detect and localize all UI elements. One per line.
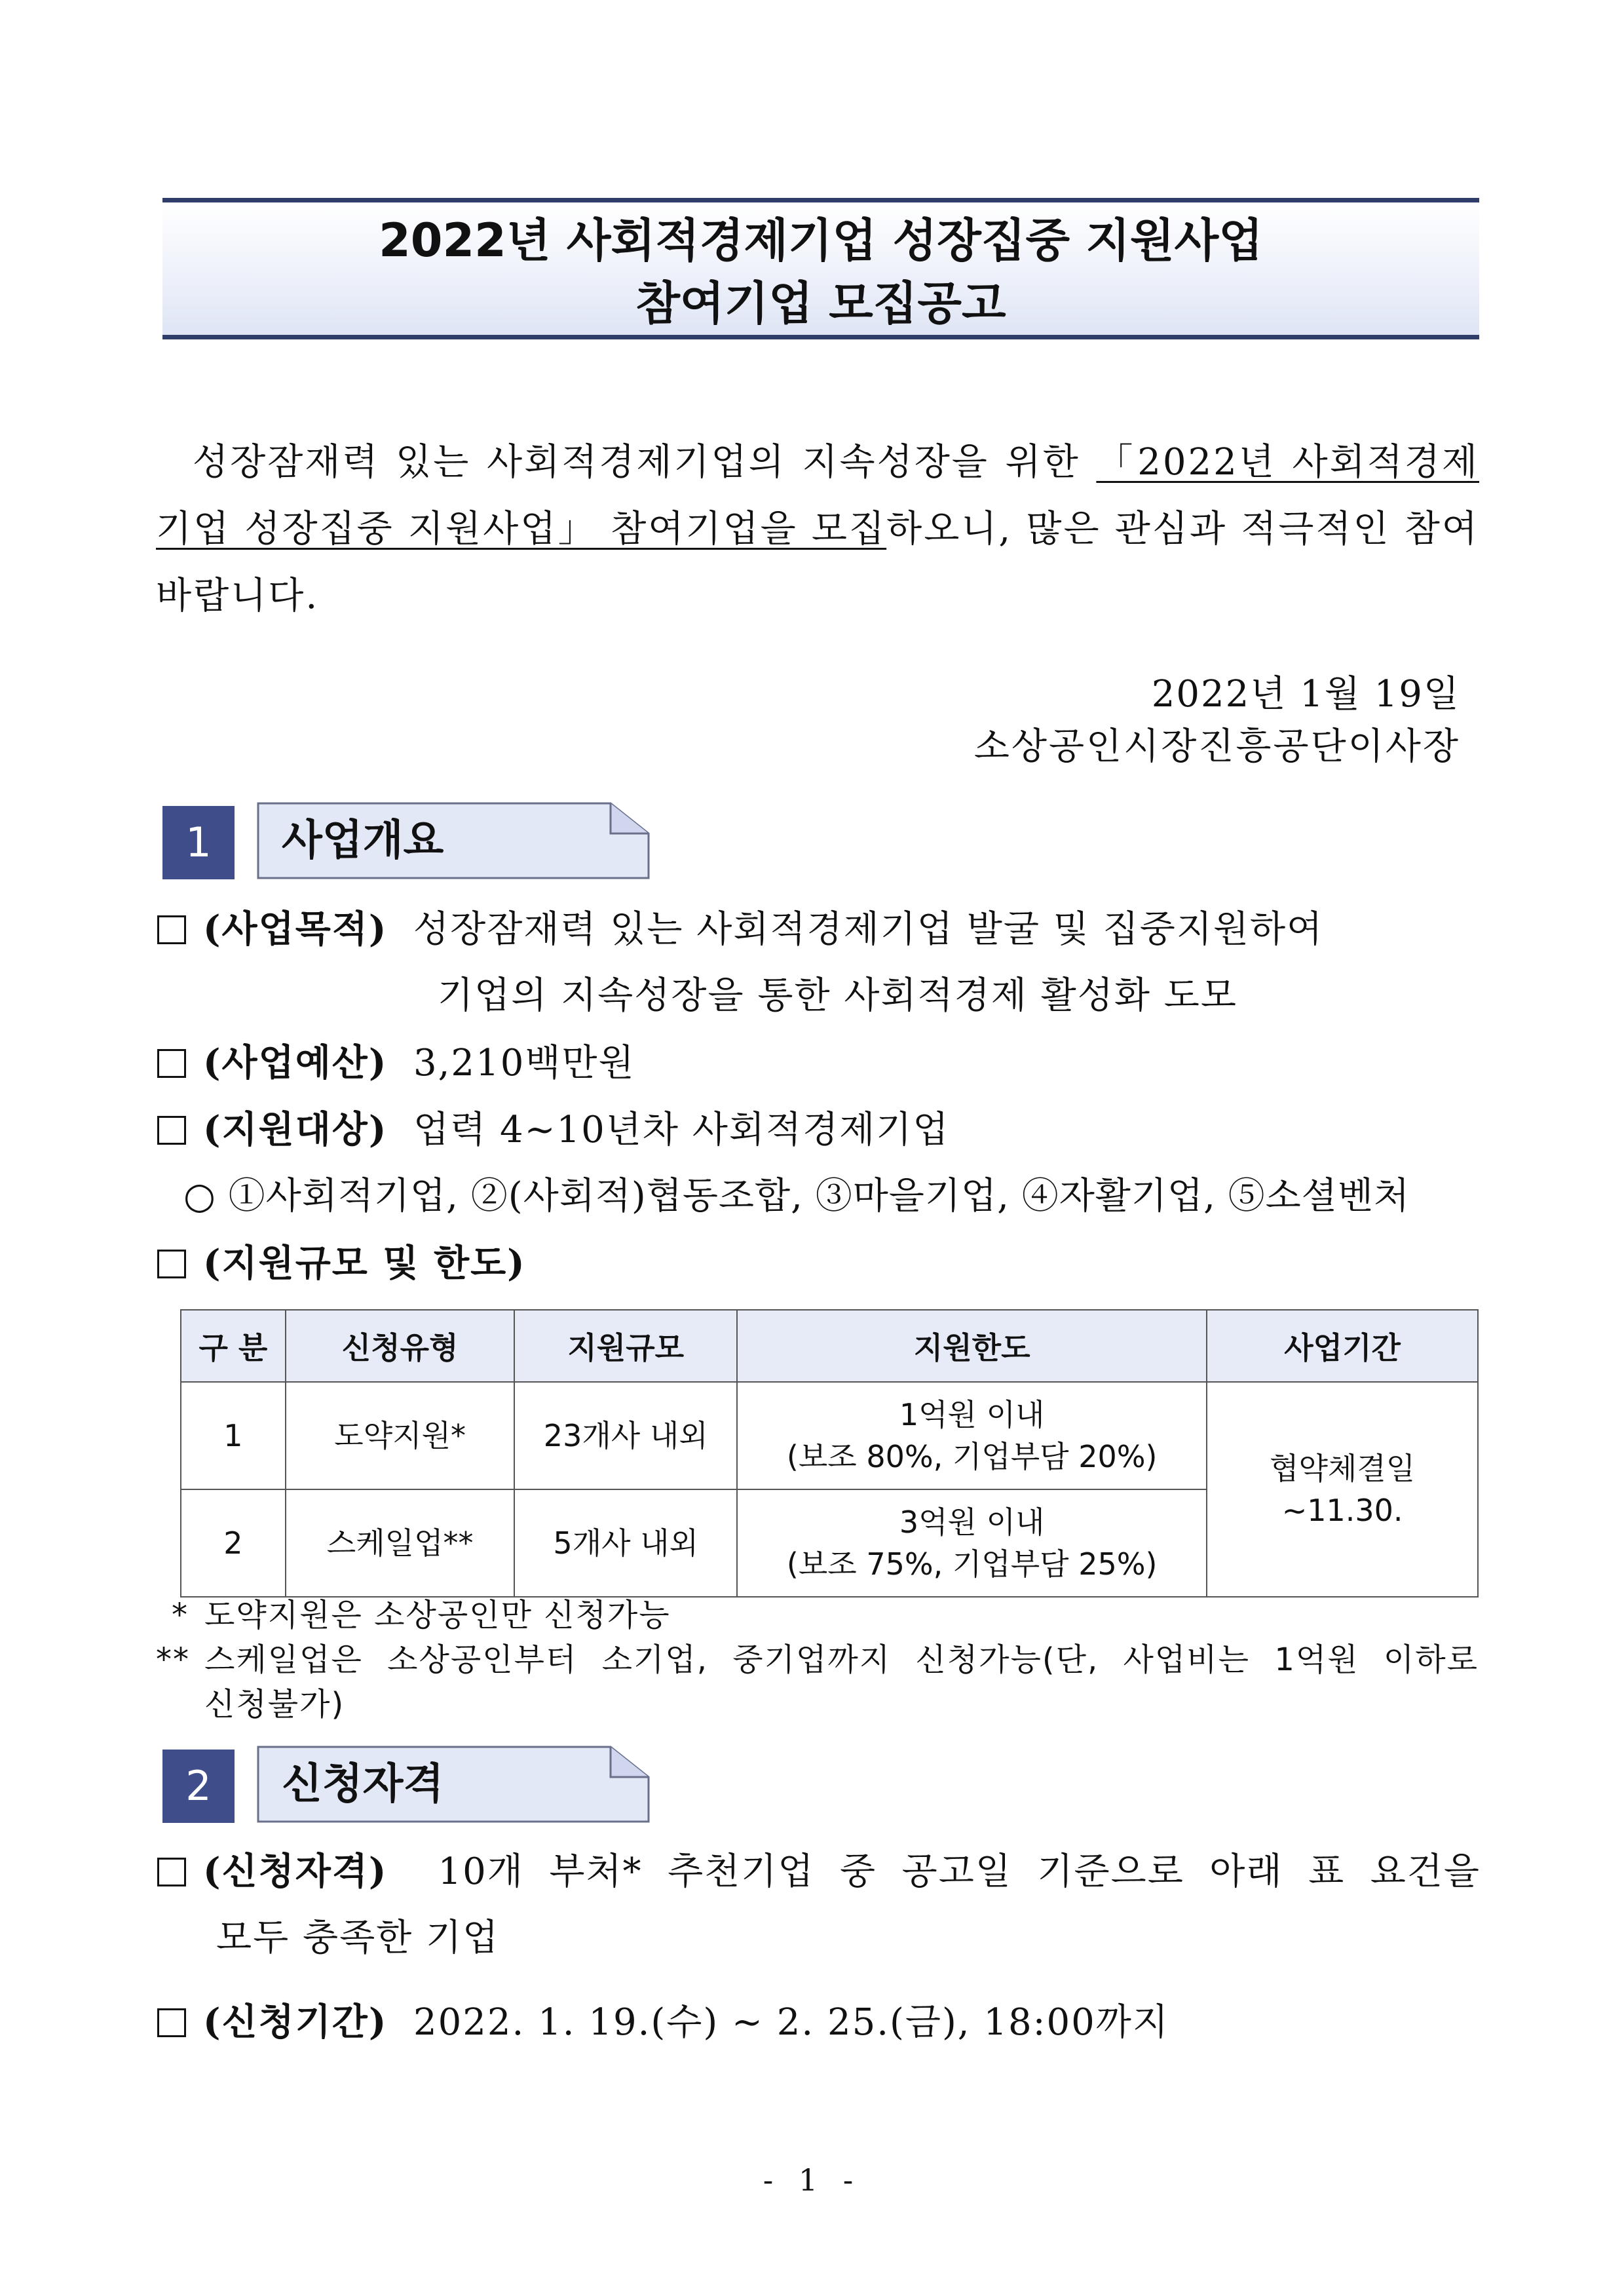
section-1-number: 1 xyxy=(162,806,235,879)
intro-text-1: 성장잠재력 있는 사회적경제기업의 지속성장을 위한 xyxy=(193,441,1097,484)
table-header-row xyxy=(181,1310,1478,1382)
row-limit xyxy=(737,1489,1207,1597)
row-scale: 23개사 내외 xyxy=(514,1382,737,1489)
application-period-label: (신청기간) xyxy=(203,2000,388,2044)
intro-text-2: 하오니, 많은 관심과 적극적인 참여 바랍니다. xyxy=(156,508,1479,617)
period-end: ~11.30. xyxy=(1281,1493,1403,1528)
row-limit-ratio: (보조 75%, 기업부담 25%) xyxy=(786,1546,1158,1582)
table-header: 사업기간 xyxy=(1207,1310,1478,1382)
row-type: 스케일업** xyxy=(286,1489,515,1597)
application-period-line xyxy=(157,1989,1169,2056)
target-label: (지원대상) xyxy=(203,1108,388,1151)
signature: 소상공인시장진흥공단이사장 xyxy=(973,725,1460,768)
scale-line xyxy=(157,1231,526,1297)
row-scale: 5개사 내외 xyxy=(514,1489,737,1597)
checkbox-icon xyxy=(157,1116,186,1145)
row-limit-amount: 1억원 이내 xyxy=(899,1397,1045,1432)
qualification-line xyxy=(157,1839,1481,1905)
row-limit-ratio: (보조 80%, 기업부담 20%) xyxy=(786,1439,1158,1474)
note-star1: 도약지원은 소상공인만 신청가능 xyxy=(204,1597,671,1634)
row-number: 1 xyxy=(181,1382,286,1489)
support-table xyxy=(180,1309,1479,1598)
note-star2-mark: ** xyxy=(156,1641,190,1678)
section-2-number: 2 xyxy=(162,1750,235,1823)
row-number: 2 xyxy=(181,1489,286,1597)
intro-paragraph xyxy=(156,429,1479,630)
table-header: 신청유형 xyxy=(286,1310,515,1382)
scale-label: (지원규모 및 한도) xyxy=(203,1242,526,1285)
intro-underlined: 「2022년 사회적경제기업 성장집중 지원사업」 참여기업을 모집 xyxy=(156,441,1479,550)
business-period xyxy=(1207,1382,1478,1597)
purpose-text-1: 성장잠재력 있는 사회적경제기업 발굴 및 집중지원하여 xyxy=(413,908,1324,951)
table-row xyxy=(181,1382,1478,1489)
checkbox-icon xyxy=(157,1049,186,1078)
target-line xyxy=(157,1097,949,1163)
note-star2-line1: 스케일업은 소상공인부터 소기업, 중기업까지 신청가능(단, 사업비는 1억원 이하로 xyxy=(204,1641,1479,1678)
table-header: 지원규모 xyxy=(514,1310,737,1382)
purpose-label: (사업목적) xyxy=(203,908,388,951)
table-header: 구 분 xyxy=(181,1310,286,1382)
note-star2-line2: 신청불가) xyxy=(204,1686,345,1723)
row-type: 도약지원* xyxy=(286,1382,515,1489)
announcement-date: 2022년 1월 19일 xyxy=(1151,673,1460,716)
qualification-label: (신청자격) xyxy=(203,1850,388,1893)
budget-label: (사업예산) xyxy=(203,1041,388,1084)
title-box xyxy=(162,198,1479,339)
application-period-value: 2022. 1. 19.(수) ~ 2. 25.(금), 18:00까지 xyxy=(413,2001,1169,2044)
section-2-title: 신청자격 xyxy=(282,1760,444,1808)
budget-line xyxy=(157,1030,635,1096)
target-sub: ○ ①사회적기업, ②(사회적)협동조합, ③마을기업, ④자활기업, ⑤소셜벤처 xyxy=(183,1175,1410,1217)
row-limit xyxy=(737,1382,1207,1489)
table-header: 지원한도 xyxy=(737,1310,1207,1382)
section-1-title: 사업개요 xyxy=(282,816,444,865)
purpose-text-2: 기업의 지속성장을 통한 사회적경제 활성화 도모 xyxy=(438,974,1237,1017)
row-limit-amount: 3억원 이내 xyxy=(899,1504,1045,1540)
page-number: - 1 - xyxy=(763,2162,861,2198)
qualification-text-2: 모두 충족한 기업 xyxy=(216,1917,500,1959)
budget-value: 3,210백만원 xyxy=(413,1042,635,1084)
purpose-line xyxy=(157,896,1323,963)
qualification-text-1: 10개 부처* 추천기업 중 공고일 기준으로 아래 표 요건을 xyxy=(438,1850,1481,1893)
checkbox-icon xyxy=(157,1250,186,1278)
checkbox-icon xyxy=(157,915,186,944)
title-line-2: 참여기업 모집공고 xyxy=(635,277,1006,330)
checkbox-icon xyxy=(157,2008,186,2037)
target-value: 업력 4~10년차 사회적경제기업 xyxy=(413,1109,950,1151)
checkbox-icon xyxy=(157,1858,186,1886)
period-start: 협약체결일 xyxy=(1270,1451,1416,1486)
title-line-1: 2022년 사회적경제기업 성장집중 지원사업 xyxy=(379,214,1263,267)
note-star1-mark: * xyxy=(172,1597,189,1634)
